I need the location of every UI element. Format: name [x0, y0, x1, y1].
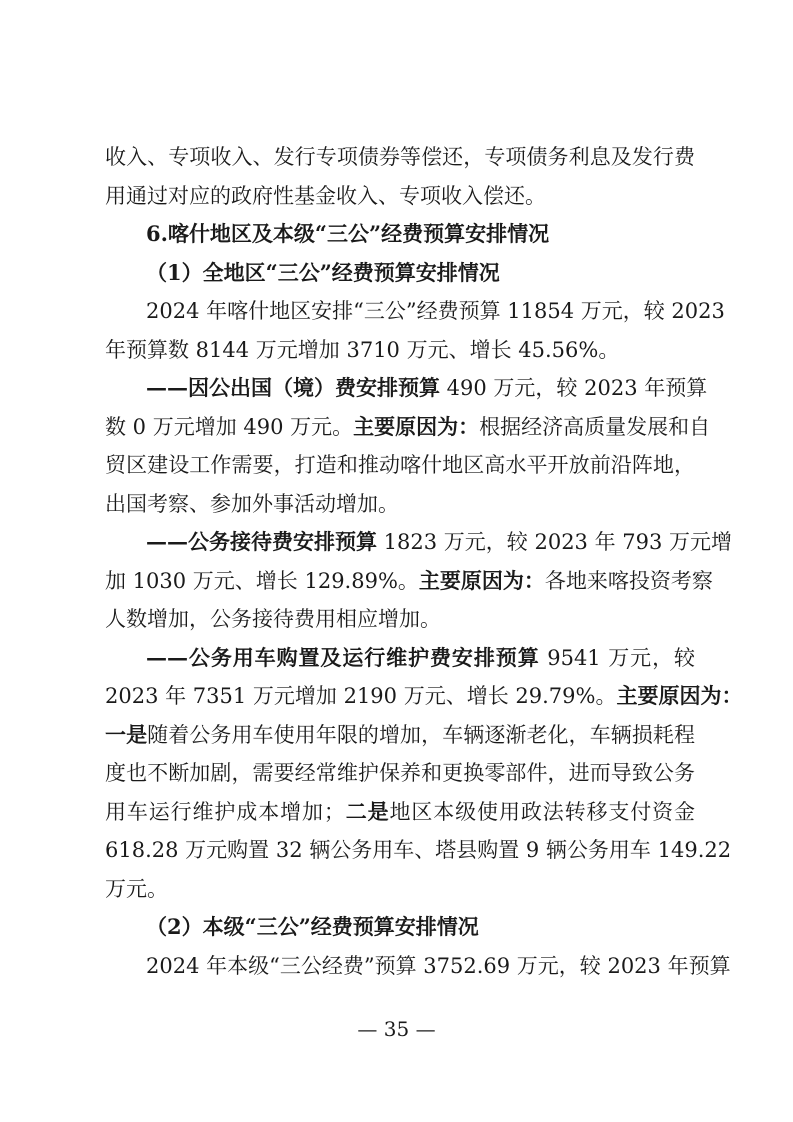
body-text-line: 出国考察、参加外事活动增加。	[105, 492, 399, 516]
body-text-line: 贸区建设工作需要，打造和推动喀什地区高水平开放前沿阵地，	[105, 453, 695, 477]
body-text-line: ——公务用车购置及运行维护费安排预算 9541 万元，较	[146, 645, 696, 670]
subsection-heading: （1）全地区“三公”经费预算安排情况	[146, 260, 500, 285]
body-text-line: 用车运行维护成本增加；二是地区本级使用政法转移支付资金	[105, 799, 696, 824]
body-text-line: ——因公出国（境）费安排预算 490 万元，较 2023 年预算	[146, 375, 708, 400]
body-text-line: 2024 年喀什地区安排“三公”经费预算 11854 万元，较 2023	[146, 299, 725, 323]
page-number: — 35 —	[357, 1017, 436, 1041]
body-text-line: 618.28 万元购置 32 辆公务用车、塔县购置 9 辆公务用车 149.22	[105, 838, 732, 862]
section-heading: 6.喀什地区及本级“三公”经费预算安排情况	[146, 221, 550, 246]
body-text-line: 2023 年 7351 万元增加 2190 万元、增长 29.79%。主要原因为：	[105, 683, 743, 708]
body-text-line: 数 0 万元增加 490 万元。主要原因为：根据经济高质量发展和自	[105, 414, 711, 439]
body-text-line: 用通过对应的政府性基金收入、专项收入偿还。	[105, 184, 546, 208]
body-text-line: 一是随着公务用车使用年限的增加，车辆逐渐老化，车辆损耗程	[105, 722, 696, 747]
body-text-line: 收入、专项收入、发行专项债券等偿还，专项债务利息及发行费	[105, 145, 695, 169]
body-text-line: 人数增加，公务接待费用相应增加。	[105, 607, 441, 631]
body-text-line: 度也不断加剧，需要经常维护保养和更换零部件，进而导致公务	[105, 761, 695, 785]
body-text-line: 加 1030 万元、增长 129.89%。主要原因为：各地来喀投资考察	[105, 568, 713, 593]
body-text-line: 年预算数 8144 万元增加 3710 万元、增长 45.56%。	[105, 338, 620, 362]
subsection-heading: （2）本级“三公”经费预算安排情况	[146, 914, 479, 939]
body-text-line: 万元。	[105, 877, 168, 901]
body-text-line: ——公务接待费安排预算 1823 万元，较 2023 年 793 万元增	[146, 529, 733, 554]
body-text-line: 2024 年本级“三公经费”预算 3752.69 万元，较 2023 年预算	[146, 954, 731, 978]
